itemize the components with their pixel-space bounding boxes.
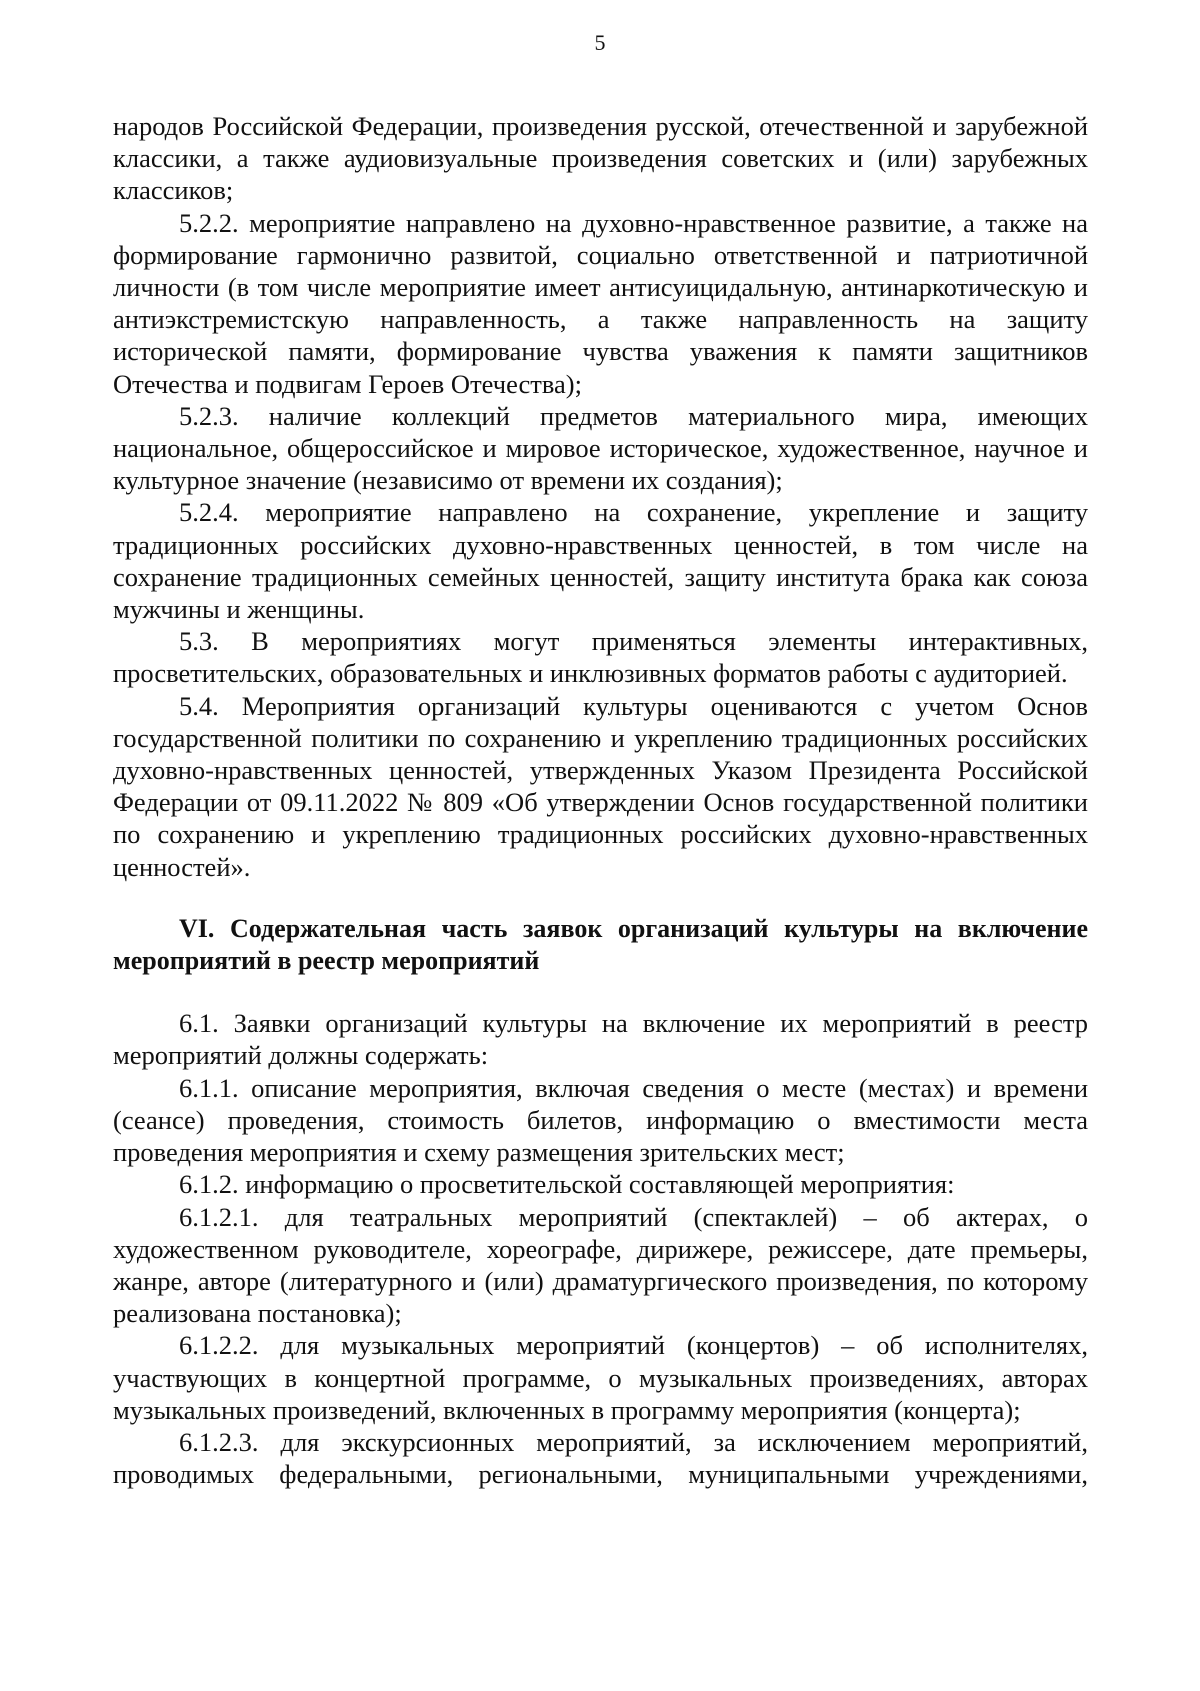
paragraph-6-1-2: 6.1.2. информацию о просветительской составляющей мероприятия: [179,1169,955,1200]
paragraph-5-2-4: 5.2.4. мероприятие направлено на сохранение, укрепление и защиту традиционных российских духовно-нравственных ценностей, в том числе на сохранение традиционных семейных ценностей, защиту института брака как союза мужчины и женщины. [113,497,1088,625]
paragraph-6-1-2-3: 6.1.2.3. для экскурсионных мероприятий, за исключением мероприятий, проводимых федеральными, региональными, муниципальными учреждениями, [113,1426,1088,1490]
paragraph-6-1-2-2: 6.1.2.2. для музыкальных мероприятий (концертов) – об исполнителях, участвующих в концертной программе, о музыкальных произведениях, авторах музыкальных произведений, включенных в программу мероприятия (концерта); [113,1330,1088,1425]
paragraph-5-2-3: 5.2.3. наличие коллекций предметов материального мира, имеющих национальное, общероссийское и мировое историческое, художественное, научное и культурное значение (независимо от времени их создания); [113,400,1088,496]
paragraph-5-4: 5.4. Мероприятия организаций культуры оцениваются с учетом Основ государственной политики по сохранению и укреплению традиционных российских духовно-нравственных ценностей, утвержденных Указом Президента Российской Федерации от 09.11.2022 № 809 «Об утверждении Основ государственной политики по сохранению и укреплению традиционных российских духовно-нравственных ценностей». [113,690,1088,882]
paragraph-6-1: 6.1. Заявки организаций культуры на включение их мероприятий в реестр мероприятий должны содержать: [113,1008,1088,1071]
page-number: 5 [594,30,606,55]
paragraph-continuation: народов Российской Федерации, произведения русской, отечественной и зарубежной классики, а также аудиовизуальные произведения советских и (или) зарубежных классиков; [113,111,1088,206]
paragraph-5-3: 5.3. В мероприятиях могут применяться элементы интерактивных, просветительских, образовательных и инклюзивных форматов работы с аудиторией. [113,626,1088,689]
document-body [113,110,1088,1490]
paragraph-5-2-2: 5.2.2. мероприятие направлено на духовно-нравственное развитие, а также на формирование гармонично развитой, социально ответственной и патриотичной личности (в том числе мероприятие имеет антисуицидальную, антинаркотическую и антиэкстремистскую направленность, а также направленность на защиту исторической памяти, формирование чувства уважения к памяти защитников Отечества и подвигам Героев Отечества); [113,207,1088,399]
paragraph-6-1-2-1: 6.1.2.1. для театральных мероприятий (спектаклей) – об актерах, о художественном руководителе, хореографе, дирижере, режиссере, дате премьеры, жанре, авторе (литературного и (или) драматургического произведения, по которому реализована постановка); [113,1201,1088,1329]
section-heading: VI. Содержательная часть заявок организаций культуры на включение мероприятий в реестр мероприятий [113,913,1088,976]
paragraph-6-1-1: 6.1.1. описание мероприятия, включая сведения о месте (местах) и времени (сеансе) проведения, стоимость билетов, информацию о вместимости места проведения мероприятия и схему размещения зрительских мест; [113,1072,1088,1168]
